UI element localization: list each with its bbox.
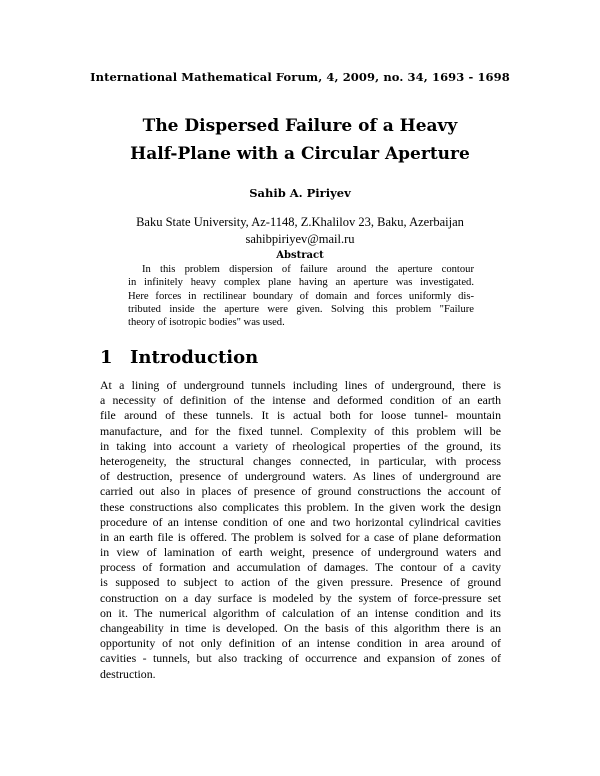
body-line: is supposed to subject to action of the given pressure. Presence of ground (100, 575, 501, 590)
abstract-text (128, 263, 474, 329)
body-line: a necessity of definition of the intense and deformed condition of an earth (100, 393, 501, 408)
body-line: changeability in time is developed. On the basis of this algorithm there is an (100, 621, 501, 635)
title-line: The Dispersed Failure of a Heavy (142, 116, 458, 136)
body-line: in view of lamination of earth weight, presence of underground waters and (100, 545, 501, 560)
body-line: destruction. (100, 666, 156, 681)
journal-header: International Mathematical Forum, 4, 2009, no. 34, 1693 - 1698 (90, 70, 510, 84)
body-line: in an earth file is offered. The problem is solved for a case of plane deformation (100, 529, 501, 544)
abstract-line: theory of isotropic bodies" was used. (128, 317, 285, 329)
body-line: construction on a day surface is modeled by the system of force-pressure set (100, 590, 501, 605)
abstract-line: in infinitely heavy complex plane having an aperture was investigated. (128, 277, 474, 289)
body-line: heterogeneity, the structural changes connected, in particular, with process (100, 453, 501, 468)
affiliation: Baku State University, Az-1148, Z.Khalilov 23, Baku, Azerbaijan (136, 215, 464, 229)
body-line: on it. The numerical algorithm of calculation of an intense condition and its (100, 605, 501, 620)
section-heading (100, 347, 258, 368)
body-line: file around of these tunnels. It is actual both for loose tunnel- mountain (100, 408, 501, 423)
paper-title (0, 112, 600, 168)
section-title: Introduction (130, 347, 259, 368)
title-line: Half-Plane with a Circular Aperture (130, 144, 470, 164)
body-paragraph (100, 378, 501, 682)
affiliation-block (0, 214, 600, 248)
abstract-heading: Abstract (276, 250, 324, 261)
section-number: 1 (100, 347, 113, 368)
body-line: process of formation and accumulation of damages. The contour of a cavity (100, 560, 501, 575)
body-line: cavities - tunnels, but also tracking of occurrence and expansion of zones of (100, 651, 501, 666)
body-line: of destruction, presence of underground waters. As lines of underground are (100, 469, 501, 484)
abstract-line: Here forces in rectilinear boundary of domain and forces uniformly dis- (128, 290, 474, 302)
author-name: Sahib A. Piriyev (249, 186, 351, 200)
author-email: sahibpiriyev@mail.ru (245, 232, 355, 246)
abstract-line: tributed inside the aperture were given. Solving this problem "Failure (128, 303, 474, 315)
body-line: opportunity of not only definition of an intense condition in area around of (100, 636, 501, 651)
body-line: these constructions also complicates this problem. In the given work the design (100, 499, 501, 514)
body-line: procedure of an intense condition of one and two horizontal cylindrical cavities (100, 514, 501, 529)
body-line: in taking into account a variety of rheological properties of the ground, its (100, 438, 501, 453)
body-line: At a lining of underground tunnels including lines of underground, there is (100, 378, 501, 392)
body-line: manufacture, and for the fixed tunnel. Complexity of this problem will be (100, 423, 501, 438)
body-line: carried out also in places of presence of ground constructions the account of (100, 484, 501, 499)
abstract-line: In this problem dispersion of failure around the aperture contour (142, 264, 474, 275)
